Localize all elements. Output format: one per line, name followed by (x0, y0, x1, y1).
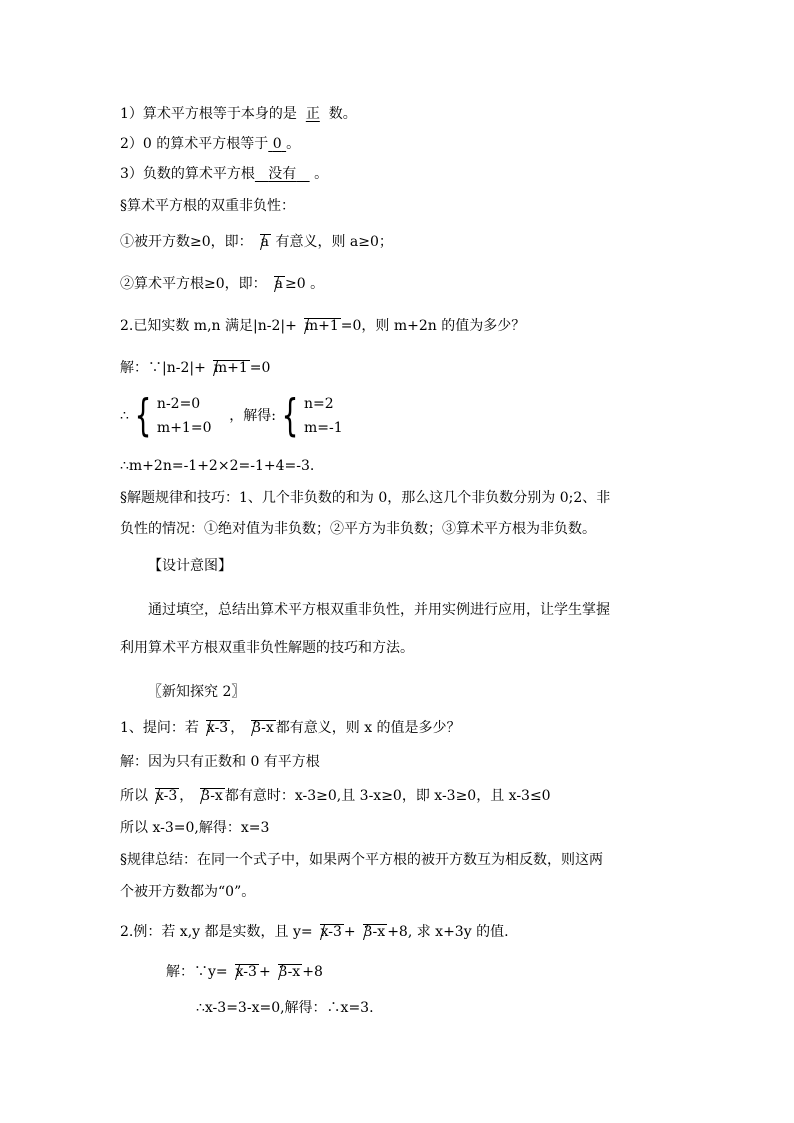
example-2-solution: 解：∵|n-2|+ m+1 =0 (120, 360, 271, 376)
system-equations: n-2=0 m+1=0 (156, 396, 212, 436)
sqrt-m-plus-1: m+1 (304, 318, 339, 334)
rule-summary-line-2: 个被开方数都为“0”。 (120, 884, 256, 900)
sqrt-a: a (274, 276, 283, 292)
new-inquiry-2-heading: 〖新知探究 2〗 (148, 684, 246, 700)
property-2: ②算术平方根≥0，即： a ≥0 。 (120, 276, 325, 292)
sqrt-a: a (260, 234, 269, 250)
sqrt-m-plus-1: m+1 (213, 360, 248, 376)
design-intent-line-1: 通过填空，总结出算术平方根双重非负性，并用实例进行应用，让学生掌握 (148, 602, 610, 618)
sqrt-3-minus-x: 3-x (252, 720, 274, 736)
design-intent-line-2: 利用算术平方根双重非负性解题的技巧和方法。 (120, 640, 414, 656)
equation-system: ∴ { n-2=0 m+1=0 ，解得: { n=2 m=-1 (120, 390, 343, 441)
sqrt-3-minus-x: 3-x (278, 964, 301, 980)
sqrt-x-minus-3: x-3 (235, 964, 257, 980)
fill-blank-2: 2）0 的算术平方根等于 0 。 (120, 136, 301, 152)
sqrt-3-minus-x: 3-x (201, 788, 223, 804)
system-solutions: n=2 m=-1 (304, 396, 343, 436)
answer-1: 正 (305, 106, 320, 122)
inquiry-solution-2: 所以 x-3 ， 3-x 都有意时：x-3≥0,且 3-x≥0，即 x-3≥0，且 x-3≤0 (120, 788, 551, 804)
fill-blank-1: 1）算术平方根等于本身的是 正 数。 (120, 106, 357, 122)
answer-3: 没有 (268, 166, 297, 182)
design-intent-heading: 【设计意图】 (148, 558, 232, 574)
sqrt-3-minus-x: 3-x (363, 924, 386, 940)
example-solution-1: 解：∵y= x-3 + 3-x +8 (166, 964, 323, 980)
example-question: 2.例：若 x,y 都是实数，且 y= x-3 + 3-x +8, 求 x+3y 的值. (120, 924, 509, 940)
technique-line-1: §解题规律和技巧：1、几个非负数的和为 0，那么这几个非负数分别为 0;2、非 (120, 490, 611, 506)
sqrt-x-minus-3: x-3 (156, 788, 178, 804)
inquiry-solution-3: 所以 x-3=0,解得：x=3 (120, 820, 270, 836)
inquiry-question: 1、提问：若 x-3 ， 3-x 都有意义，则 x 的值是多少？ (120, 720, 461, 736)
example-solution-2: ∴x-3=3-x=0,解得：∴x=3. (196, 1000, 374, 1016)
left-brace: { (134, 390, 152, 441)
left-brace: { (281, 390, 299, 441)
sqrt-x-minus-3: x-3 (206, 720, 229, 736)
fill-blank-3: 3）负数的算术平方根 没有 。 (120, 166, 329, 182)
example-2-result: ∴m+2n=-1+2×2=-1+4=-3. (120, 458, 315, 474)
property-1: ①被开方数≥0，即： a 有意义，则 a≥0； (120, 234, 393, 250)
technique-line-2: 负性的情况：①绝对值为非负数；②平方为非负数；③算术平方根为非负数。 (120, 521, 596, 537)
sqrt-x-minus-3: x-3 (320, 924, 342, 940)
example-2-question: 2.已知实数 m,n 满足|n-2|+ m+1 =0，则 m+2n 的值为多少？ (120, 318, 526, 334)
rule-summary-line-1: §规律总结：在同一个式子中，如果两个平方根的被开方数互为相反数，则这两 (120, 852, 603, 868)
inquiry-solution-1: 解：因为只有正数和 0 有平方根 (120, 754, 320, 770)
answer-2: 0 (272, 136, 282, 152)
section-double-nonnegativity: §算术平方根的双重非负性： (120, 198, 295, 214)
